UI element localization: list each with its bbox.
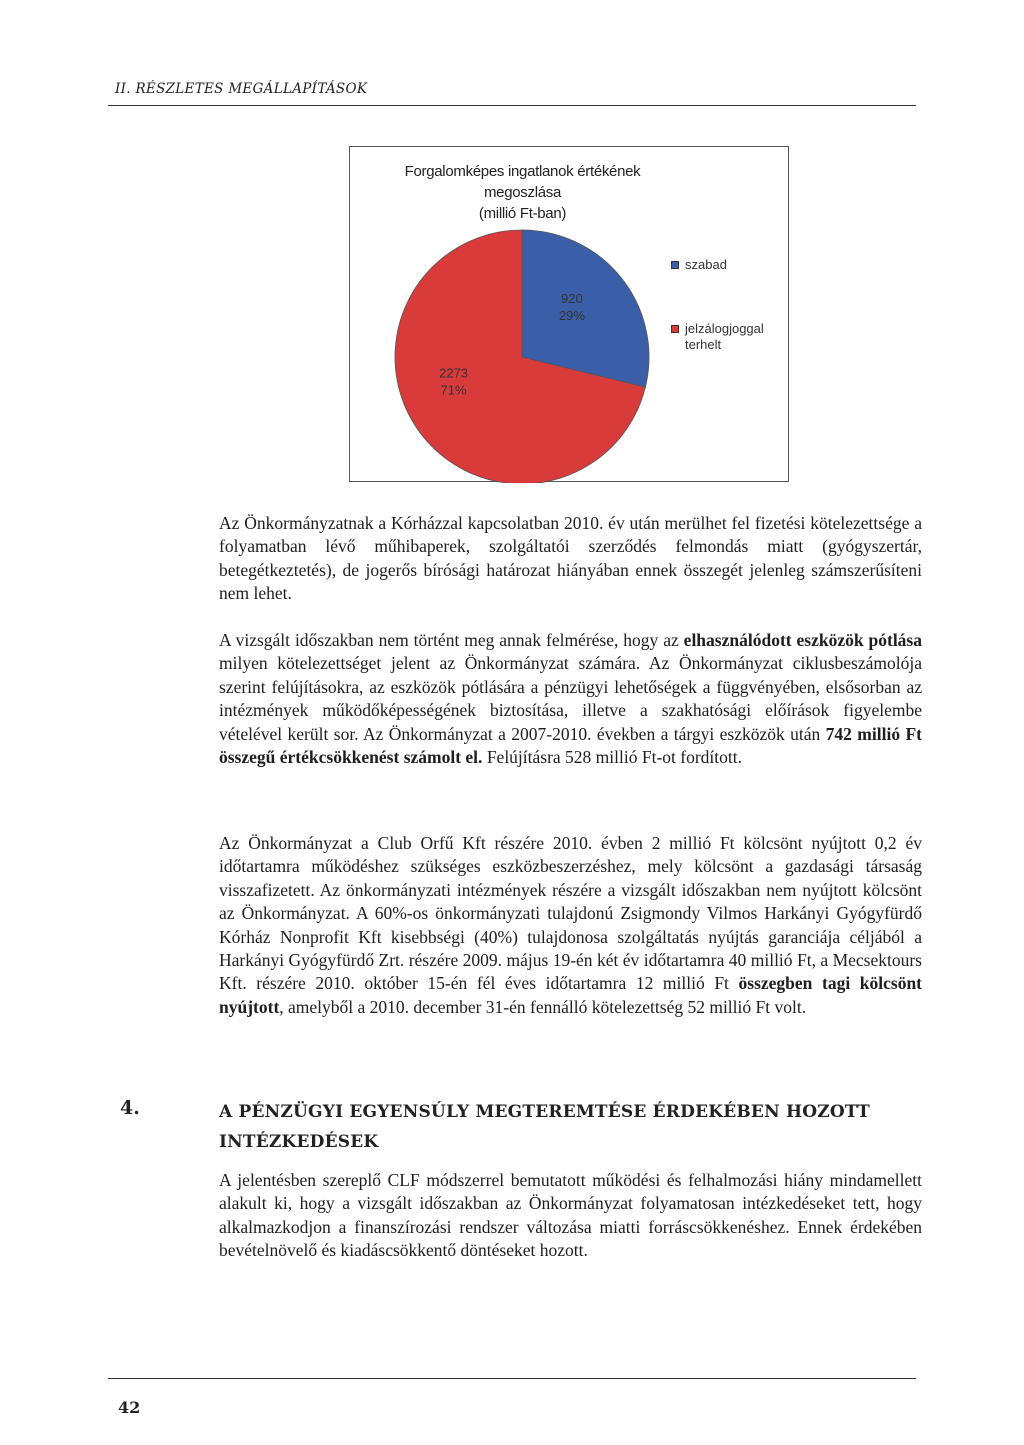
legend-label-terhelt-line-1: jelzálogjoggal bbox=[685, 321, 764, 336]
paragraph-korhaz: Az Önkormányzatnak a Kórházzal kapcsolatban 2010. év után merülhet fel fizetési kötelezettsége a folyamatban lévő műhibaperek, szolgáltatói szerződés felmondás miatt (gyógyszertár, betegétkeztetés), de jogerős bírósági határozat hiányában ennek összegét jelenleg számszerűsíteni nem lehet. bbox=[219, 513, 922, 604]
paragraph-clf: A jelentésben szereplő CLF módszerrel bemutatott működési és felhalmozási hiány mindamellett alakult ki, hogy a vizsgált időszakban az Önkormányzat folyamatosan intézkedéseket tett, hogy alkalmazkodjon a finanszírozási rendszer változása miatti forráscsökkenéshez. Ennek érdekében bevételnövelő és kiadáscsökkentő döntéseket hozott. bbox=[219, 1170, 922, 1261]
p2-text-a: A vizsgált időszakban nem történt meg annak felmérése, hogy az bbox=[219, 630, 684, 650]
paragraph-kolcsonok bbox=[219, 832, 922, 1019]
paragraph-eszkozpotlas bbox=[219, 629, 922, 769]
chart-title-line-3: (millió Ft-ban) bbox=[478, 205, 567, 222]
legend-label-szabad: szabad bbox=[685, 257, 727, 272]
p3-emphasis-tagi-kolcson: összegben tagi kölcsönt nyújtott bbox=[219, 973, 923, 1017]
legend-label-terhelt bbox=[685, 321, 764, 353]
page-number: 42 bbox=[118, 1398, 141, 1417]
p3-text-c: , amelyből a 2010. december 31-én fennálló kötelezettség 52 millió Ft volt. bbox=[279, 996, 807, 1017]
p3-text-a: Az Önkormányzat a Club Orfű Kft részére 2010. évben 2 millió Ft kölcsönt nyújtott 0,2 év időtartamra működéshez szükséges eszközbeszerzéshez, mely kölcsönt a gazdasági társaság visszafizetett. Az önkormányzati intézmények részére a vizsgált időszakban nem nyújtott kölcsönt az Önkormányzat. A 60%-os önkormányzati tulajdonú Zsigmondy Vilmos Harkányi Gyógyfürdő Kórház Nonprofit Kft kisebbségi (40%) tulajdonosa szolgáltatás nyújtás garanciája céljából a Harkányi Gyógyfürdő Zrt. részére 2009. május 19-én két év időtartamra 40 millió Ft, a Mecsektours Kft. részére 2010. október 15-én fél éves időtartamra 12 millió Ft bbox=[219, 833, 922, 994]
section-number: 4. bbox=[120, 1097, 140, 1119]
pie-svg bbox=[350, 147, 790, 483]
data-label-terhelt-value: 2273 bbox=[439, 365, 469, 381]
chart-title-line-1: Forgalomképes ingatlanok értékének bbox=[404, 163, 641, 180]
section-heading: A PÉNZÜGYI EGYENSÚLY MEGTEREMTÉSE ÉRDEKÉBEN HOZOTT INTÉZKEDÉSEK bbox=[219, 1102, 870, 1152]
data-label-terhelt-percent: 71% bbox=[440, 382, 467, 398]
p2-text-e: Felújításra 528 millió Ft-ot fordított. bbox=[482, 747, 743, 768]
running-header: II. RÉSZLETES MEGÁLLAPÍTÁSOK bbox=[115, 81, 368, 97]
legend-label-terhelt-line-2: terhelt bbox=[685, 337, 722, 352]
legend-swatch-terhelt bbox=[671, 325, 679, 333]
p2-emphasis-ertekcsokkenes: 742 millió Ft összegű értékcsökkenést számolt el. bbox=[219, 723, 922, 768]
legend-swatch-szabad bbox=[671, 261, 679, 269]
chart-title-line-2: megoszlása bbox=[483, 184, 562, 201]
data-label-szabad-value: 920 bbox=[561, 291, 583, 307]
p2-emphasis-eszkozok: elhasználódott eszközök pótlása bbox=[683, 630, 922, 650]
pie-chart bbox=[349, 146, 789, 482]
p2-text-c: milyen kötelezettséget jelent az Önkormányzat számára. Az Önkormányzat ciklusbeszámolója szerint felújításokra, az eszközök pótlására a pénzügyi lehetőségek a függvényében, elsősorban az intézmények működőképességének biztosítása, illetve a szakhatósági előírások figyelembe vételével került sor. Az Önkormányzat a 2007-2010. években a tárgyi eszközök után bbox=[219, 653, 922, 744]
footer-rule bbox=[108, 1378, 916, 1379]
header-rule bbox=[108, 105, 916, 106]
data-label-szabad-percent: 29% bbox=[558, 308, 585, 324]
